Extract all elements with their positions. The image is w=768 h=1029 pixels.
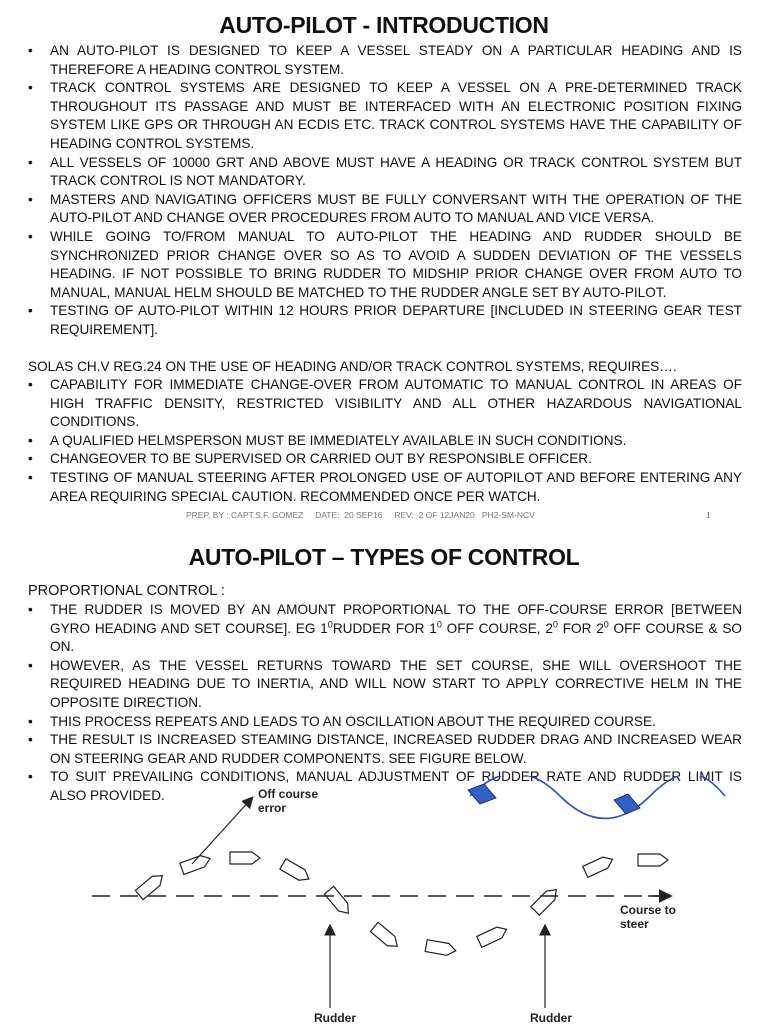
rudder-label: Rudder [530, 1011, 572, 1024]
list-item: • AN AUTO-PILOT IS DESIGNED TO KEEP A VESSEL STEADY ON A PARTICULAR HEADING AND IS THEREFORE A HEADING CONTROL SYSTEM. [28, 42, 742, 79]
ship-outline-icon [477, 924, 509, 948]
footer-meta: PREP. BY : CAPT.S.F. GOMEZ DATE: 20 SEP16 REV: 2 OF 12JAN20 PH2-SM-NCV [186, 510, 535, 520]
bullet-text: THE RUDDER IS MOVED BY AN AMOUNT PROPORTIONAL TO THE OFF-COURSE ERROR [BETWEEN GYRO HEADING AND SET COURSE]. EG 1 [50, 602, 742, 636]
list-item: • TESTING OF AUTO-PILOT WITHIN 12 HOURS PRIOR DEPARTURE [INCLUDED IN STEERING GEAR TEST REQUIREMENT]. [28, 302, 742, 339]
ship-outline-icon [280, 859, 312, 884]
solas-intro: SOLAS CH.V REG.24 ON THE USE OF HEADING AND/OR TRACK CONTROL SYSTEMS, REQUIRES…. [28, 358, 677, 374]
off-course-label: error [258, 801, 287, 815]
list-item: • THIS PROCESS REPEATS AND LEADS TO AN OSCILLATION ABOUT THE REQUIRED COURSE. [28, 713, 742, 732]
list-item: • TO SUIT PREVAILING CONDITIONS, MANUAL ADJUSTMENT OF RUDDER RATE AND RUDDER LIMIT IS ALSO PROVIDED. [28, 768, 742, 805]
slide-title: AUTO-PILOT – TYPES OF CONTROL [188, 544, 580, 570]
off-course-label: Off course [258, 787, 319, 801]
solas-bullet-list [0, 376, 768, 506]
slide-types-of-control [0, 530, 768, 1024]
degree-mark: 0 [603, 619, 609, 630]
list-item: • CAPABILITY FOR IMMEDIATE CHANGE-OVER FROM AUTOMATIC TO MANUAL CONTROL IN AREAS OF HIGH TRAFFIC DENSITY, RESTRICTED VISIBILITY AND ALL OTHER HAZARDOUS NAVIGATIONAL CONDITIONS. [28, 376, 742, 432]
course-to-steer-label: Course to [620, 903, 677, 917]
ship-marker-icon [614, 794, 640, 814]
ship-outline-icon [638, 854, 668, 866]
list-item [28, 601, 742, 657]
slide-title: AUTO-PILOT - INTRODUCTION [219, 12, 549, 38]
ship-outline-icon [180, 853, 212, 875]
wave-curve [470, 776, 725, 819]
bullet-text: OFF COURSE & SO ON. [50, 620, 742, 655]
ship-path [135, 852, 668, 957]
page-number: 1 [706, 510, 711, 520]
off-course-arrow [192, 798, 252, 864]
rudder-label: Rudder [314, 1011, 356, 1024]
section-subheading: PROPORTIONAL CONTROL : [28, 583, 225, 599]
ship-outline-icon [531, 885, 561, 915]
oscillation-figure [0, 776, 768, 1024]
bullet-text: OFF COURSE, 2 [441, 620, 553, 636]
bullet-text: RUDDER FOR 1 [332, 620, 437, 636]
ship-outline-icon [583, 854, 615, 878]
degree-mark: 0 [552, 619, 558, 630]
ship-outline-icon [230, 852, 260, 864]
list-item: • MASTERS AND NAVIGATING OFFICERS MUST BE FULLY CONVERSANT WITH THE OPERATION OF THE AUTO-PILOT AND CHANGE OVER PROCEDURES FROM AUTO TO MANUAL AND VICE VERSA. [28, 191, 742, 228]
ship-outline-icon [324, 886, 352, 917]
course-to-steer-label: steer [620, 917, 649, 931]
list-item: • HOWEVER, AS THE VESSEL RETURNS TOWARD THE SET COURSE, SHE WILL OVERSHOOT THE REQUIRED HEADING DUE TO INERTIA, AND WILL NOW START TO APPLY CORRECTIVE HELM IN THE OPPOSITE DIRECTION. [28, 657, 742, 713]
list-item: • THE RESULT IS INCREASED STEAMING DISTANCE, INCREASED RUDDER DRAG AND INCREASED WEAR ON STEERING GEAR AND RUDDER COMPONENTS. SEE FIGURE BELOW. [28, 731, 742, 768]
ship-marker-icon [468, 784, 496, 804]
ship-outline-icon [425, 940, 457, 957]
degree-mark: 0 [327, 619, 333, 630]
list-item: • TRACK CONTROL SYSTEMS ARE DESIGNED TO KEEP A VESSEL ON A PRE-DETERMINED TRACK THROUGHOUT ITS PASSAGE AND MUST BE INTERFACED WITH AN ELECTRONIC POSITION FIXING SYSTEM LIKE GPS OR THROUGH AN ECDIS ETC. TRACK CONTROL SYSTEMS HAVE THE CAPABILITY OF HEADING CONTROL SYSTEMS. [28, 79, 742, 153]
degree-mark: 0 [436, 619, 442, 630]
list-item: • ALL VESSELS OF 10000 GRT AND ABOVE MUST HAVE A HEADING OR TRACK CONTROL SYSTEM BUT TRACK CONTROL IS NOT MANDATORY. [28, 154, 742, 191]
oscillation-diagram [0, 776, 768, 1024]
control-bullet-list [0, 601, 768, 806]
intro-bullet-list [0, 42, 768, 340]
list-item: • TESTING OF MANUAL STEERING AFTER PROLONGED USE OF AUTOPILOT AND BEFORE ENTERING ANY AREA REQUIRING SPECIAL CAUTION. RECOMMENDED ONCE PER WATCH. [28, 469, 742, 506]
ship-outline-icon [370, 922, 401, 950]
list-item: • A QUALIFIED HELMSPERSON MUST BE IMMEDIATELY AVAILABLE IN SUCH CONDITIONS. [28, 432, 742, 451]
list-item: • CHANGEOVER TO BE SUPERVISED OR CARRIED OUT BY RESPONSIBLE OFFICER. [28, 450, 742, 469]
list-item: • WHILE GOING TO/FROM MANUAL TO AUTO-PILOT THE HEADING AND RUDDER SHOULD BE SYNCHRONIZED PRIOR CHANGE OVER SO AS TO AVOID A SUDDEN DEVIATION OF THE VESSELS HEADING. IF NOT POSSIBLE TO BRING RUDDER TO MIDSHIP PRIOR CHANGE OVER FROM AUTO TO MANUAL, MANUAL HELM SHOULD BE MATCHED TO THE RUDDER ANGLE SET BY AUTO-PILOT. [28, 228, 742, 302]
bullet-text: FOR 2 [557, 620, 604, 636]
